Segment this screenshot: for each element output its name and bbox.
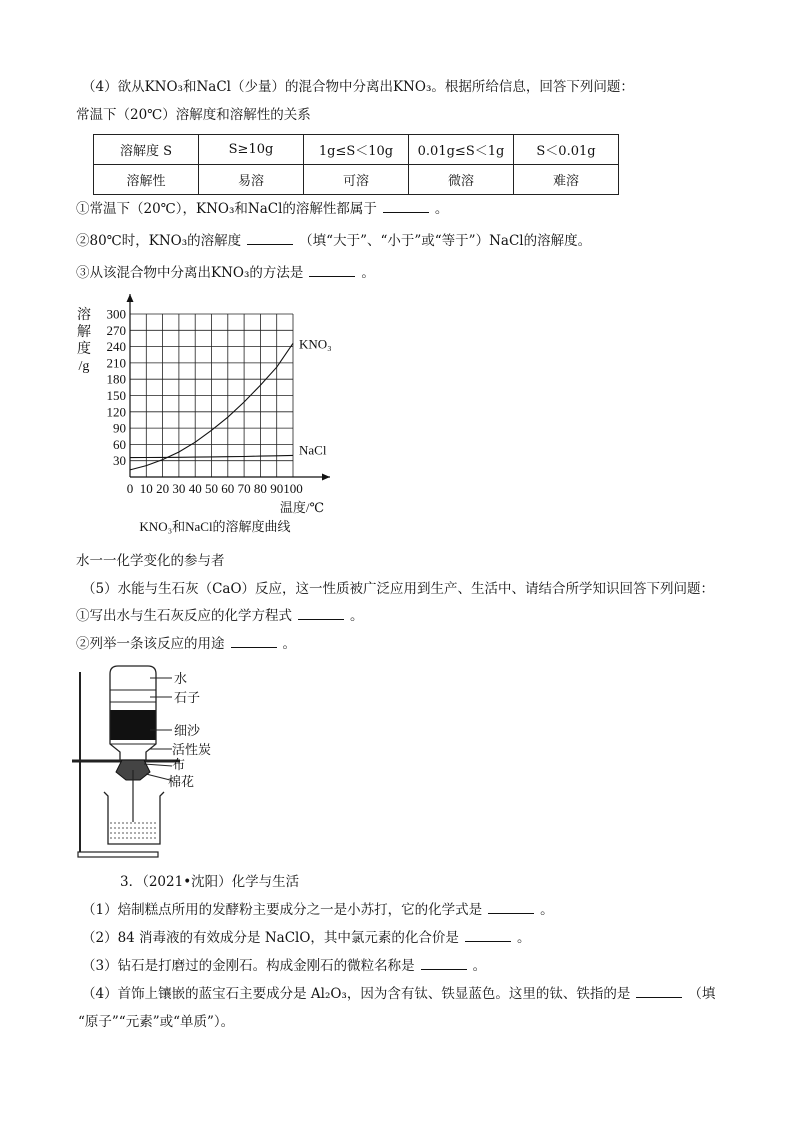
answer-blank[interactable] <box>465 929 511 942</box>
chart-title: KNO₃和NaCl的溶解度曲线 <box>139 519 291 534</box>
end-mark: 。 <box>361 265 375 281</box>
y-tick-label: 270 <box>106 322 126 338</box>
answer-blank[interactable] <box>383 200 429 213</box>
answer-blank[interactable] <box>298 607 344 620</box>
q4-sub3-text: ③从该混合物中分离出KNO₃的方法是 <box>76 265 304 281</box>
label-fine-sand: 细沙 <box>174 723 201 738</box>
table-cell: 1g≤S＜10g <box>304 135 409 165</box>
label-stones: 石子 <box>174 690 201 705</box>
q5-sub1 <box>76 607 364 625</box>
x-tick-label: 60 <box>221 481 235 496</box>
label-cotton: 棉花 <box>168 774 195 789</box>
x-tick-label: 10 <box>139 481 153 496</box>
water-filter-diagram <box>0 660 793 870</box>
table-cell: 0.01g≤S＜1g <box>409 135 514 165</box>
chart-grid <box>130 314 293 477</box>
q3-sub3 <box>82 957 486 975</box>
q3-sub2 <box>82 929 530 947</box>
table-row <box>94 165 619 195</box>
q3-sub2-text: （2）84 消毒液的有效成分是 NaClO，其中氯元素的化合价是 <box>82 930 459 946</box>
q3-header: 3．（2021•沈阳）化学与生活 <box>120 874 300 890</box>
q3-sub4-tail: （填 <box>688 986 716 1002</box>
table-cell: 微溶 <box>409 165 514 195</box>
x-tick-label: 0 <box>126 481 134 496</box>
q4-sub3 <box>76 264 375 282</box>
y-tick-label: 210 <box>106 355 126 371</box>
nacl-series-label: NaCl <box>299 442 327 458</box>
q3-sub1 <box>82 901 554 919</box>
answer-blank[interactable] <box>421 957 467 970</box>
x-tick-label: 50 <box>205 481 218 496</box>
y-tick-label: 240 <box>106 339 126 355</box>
chart-labels <box>77 306 332 534</box>
q3-sub4 <box>82 985 715 1003</box>
q5-sub1-text: ①写出水与生石灰反应的化学方程式 <box>76 608 292 624</box>
fine-sand-layer <box>111 710 156 740</box>
q4-sub2-text: ②80℃时，KNO₃的溶解度 <box>76 233 242 249</box>
q4-sub2-tail: （填“大于”、“小于”或“等于”）NaCl的溶解度。 <box>299 233 592 249</box>
y-tick-label: 60 <box>113 436 126 452</box>
q3-sub3-text: （3）钻石是打磨过的金刚石。构成金刚石的微粒名称是 <box>82 958 415 974</box>
answer-blank[interactable] <box>636 985 682 998</box>
table-cell: 难溶 <box>514 165 619 195</box>
y-axis-label: /g <box>78 359 90 374</box>
answer-blank[interactable] <box>488 901 534 914</box>
table-cell: 可溶 <box>304 165 409 195</box>
table-title: 常温下（20℃）溶解度和溶解性的关系 <box>76 107 311 123</box>
table-cell: S＜0.01g <box>514 135 619 165</box>
y-tick-label: 90 <box>113 420 126 436</box>
stand-base <box>78 852 158 857</box>
y-tick-label: 300 <box>106 306 126 322</box>
x-axis-arrow <box>322 474 330 481</box>
y-tick-label: 120 <box>106 404 126 420</box>
q3-sub4-text: （4）首饰上镶嵌的蓝宝石主要成分是 Al₂O₃，因为含有钛、铁显蓝色。这里的钛、铁指的是 <box>82 986 631 1002</box>
y-tick-label: 150 <box>106 388 126 403</box>
q4-intro: （4）欲从KNO₃和NaCl（少量）的混合物中分离出KNO₃。根据所给信息，回答下列问题： <box>82 79 634 95</box>
label-cloth: 布 <box>172 757 186 772</box>
kno3-series-label: KNO₃ <box>299 336 332 352</box>
table-cell: 易溶 <box>199 165 304 195</box>
filtered-water <box>109 822 159 843</box>
table-cell: 溶解性 <box>94 165 199 195</box>
y-tick-label: 180 <box>106 371 126 387</box>
end-mark: 。 <box>350 608 364 624</box>
x-axis-label: 温度/℃ <box>279 500 325 515</box>
answer-blank[interactable] <box>309 264 355 277</box>
x-tick-label: 30 <box>172 481 186 496</box>
end-mark: 。 <box>516 930 531 946</box>
y-axis-label: 度 <box>77 342 91 357</box>
y-axis-arrow <box>127 294 134 302</box>
y-axis-label: 解 <box>77 325 91 340</box>
y-axis-label: 溶 <box>77 308 91 323</box>
q5-intro: （5）水能与生石灰（CaO）反应，这一性质被广泛应用到生产、生活中、请结合所学知识回答下列问题： <box>82 581 715 597</box>
q4-sub1-text: ①常温下（20℃），KNO₃和NaCl的溶解性都属于 <box>76 201 377 217</box>
table-cell: 溶解度 S <box>94 135 199 165</box>
x-tick-label: 100 <box>283 481 303 496</box>
q3-sub1-text: （1）焙制糕点所用的发酵粉主要成分之一是小苏打，它的化学式是 <box>82 902 483 918</box>
q4-sub2 <box>76 232 591 250</box>
end-mark: 。 <box>282 636 296 652</box>
x-tick-label: 90 <box>270 481 284 496</box>
solubility-chart <box>0 288 793 548</box>
end-mark: 。 <box>434 201 449 217</box>
answer-blank[interactable] <box>231 635 277 648</box>
q5-sub2-text: ②列举一条该反应的用途 <box>76 636 225 652</box>
end-mark: 。 <box>472 958 487 974</box>
x-tick-label: 20 <box>156 481 170 496</box>
q3-sub5: “原子”“元素”或“单质”）。 <box>78 1014 235 1030</box>
end-mark: 。 <box>540 902 554 918</box>
x-tick-label: 40 <box>188 481 202 496</box>
answer-blank[interactable] <box>247 232 293 245</box>
label-activated-carbon: 活性炭 <box>172 742 212 757</box>
q5-sub2 <box>76 635 296 653</box>
solubility-table <box>93 134 619 195</box>
table-cell: S≥10g <box>199 135 304 165</box>
table-row <box>94 135 619 165</box>
x-tick-label: 70 <box>237 481 251 496</box>
y-tick-label: 30 <box>113 453 126 469</box>
q4-sub1 <box>76 200 448 218</box>
x-tick-label: 80 <box>253 481 267 496</box>
water-section-title: 水一一化学变化的参与者 <box>76 553 225 569</box>
label-water: 水 <box>174 671 188 686</box>
